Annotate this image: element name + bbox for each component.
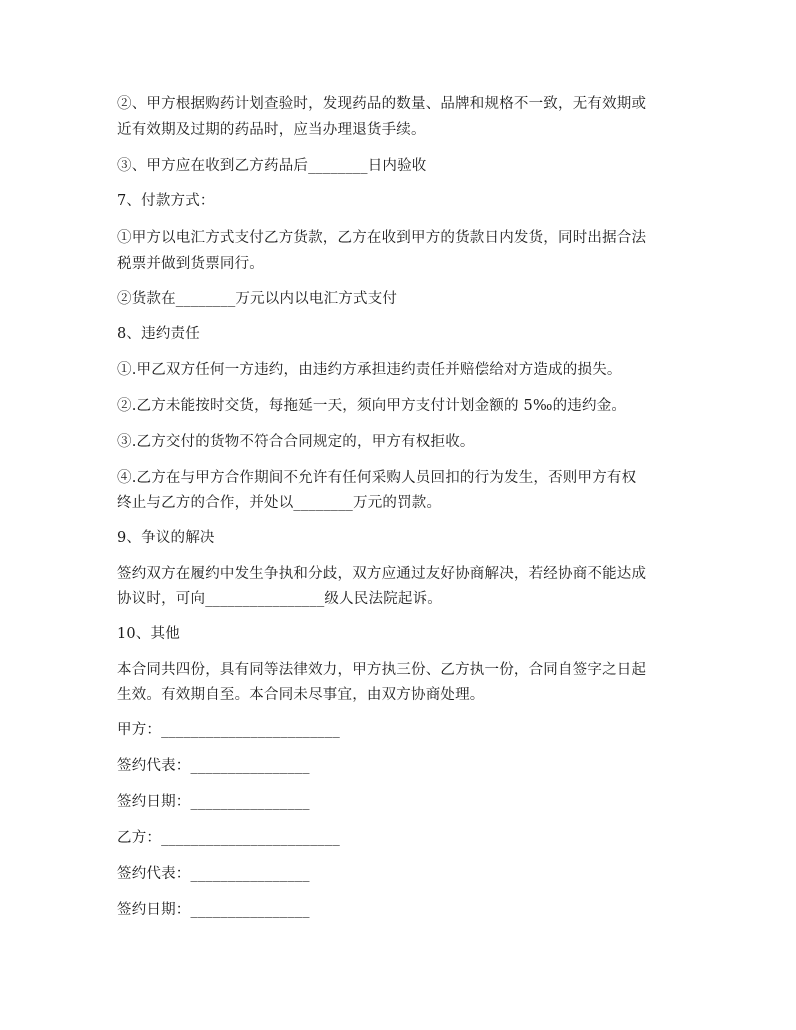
- section-9-heading: 9、争议的解决: [117, 530, 215, 546]
- clause-2-acceptance-line-1: ②、甲方根据购药计划查验时，发现药品的数量、品牌和规格不一致，无有效期或: [117, 96, 647, 112]
- party-b-signature-field: 乙方：________________________: [117, 830, 340, 846]
- liability-clause-1: ①.甲乙双方任何一方违约，由违约方承担违约责任并赔偿给对方造成的损失。: [117, 362, 622, 378]
- dispute-clause-line-1: 签约双方在履约中发生争执和分歧，双方应通过友好协商解决，若经协商不能达成: [117, 566, 647, 582]
- party-a-representative-field: 签约代表：________________: [117, 758, 310, 774]
- liability-clause-3: ③.乙方交付的货物不符合合同规定的，甲方有权拒收。: [117, 434, 475, 450]
- clause-3-acceptance-days: ③、甲方应在收到乙方药品后________日内验收: [117, 158, 427, 174]
- other-clause-line-1: 本合同共四份，具有同等法律效力，甲方执三份、乙方执一份，合同自签字之日起: [117, 662, 647, 678]
- other-clause-line-2: 生效。有效期自至。本合同未尽事宜，由双方协商处理。: [117, 687, 485, 703]
- dispute-clause-line-2: 协议时，可向________________级人民法院起诉。: [117, 591, 442, 607]
- party-b-sign-date-field: 签约日期：________________: [117, 902, 310, 918]
- payment-clause-2: ②货款在________万元以内以电汇方式支付: [117, 291, 398, 307]
- section-8-heading: 8、违约责任: [117, 326, 200, 342]
- liability-clause-4-line-1: ④.乙方在与甲方合作期间不允许有任何采购人员回扣的行为发生，否则甲方有权: [117, 470, 637, 486]
- section-7-heading: 7、付款方式：: [117, 193, 215, 209]
- party-a-signature-field: 甲方：________________________: [117, 722, 340, 738]
- payment-clause-1-line-2: 税票并做到货票同行。: [117, 256, 264, 272]
- payment-clause-1-line-1: ①甲方以电汇方式支付乙方货款，乙方在收到甲方的货款日内发货，同时出据合法: [117, 230, 647, 246]
- party-b-representative-field: 签约代表：________________: [117, 866, 310, 882]
- section-10-heading: 10、其他: [117, 626, 180, 642]
- liability-clause-2: ②.乙方未能按时交货，每拖延一天，须向甲方支付计划金额的 5‰的违约金。: [117, 398, 627, 414]
- party-a-sign-date-field: 签约日期：________________: [117, 794, 310, 810]
- clause-2-acceptance-line-2: 近有效期及过期的药品时，应当办理退货手续。: [117, 122, 426, 138]
- liability-clause-4-line-2: 终止与乙方的合作，并处以________万元的罚款。: [117, 495, 442, 511]
